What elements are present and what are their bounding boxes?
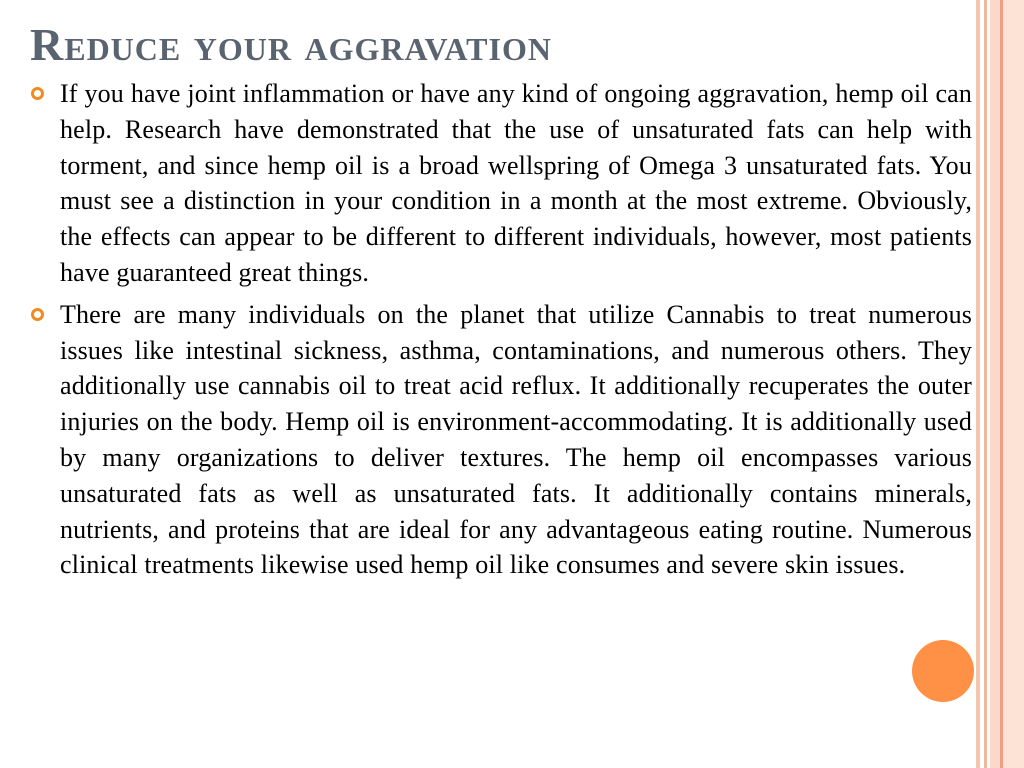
bullet-text: There are many individuals on the planet that utilize Cannabis to treat numerous issues like intestinal sickness, asthma, contaminations, and numerous others. They additionally use cannabis oil to treat acid reflux. It additionally recuperates the outer injuries on the body. Hemp oil is environment-accommodating. It is additionally used by many organizations to deliver textures. The hemp oil encompasses various unsaturated fats as well as unsaturated fats. It additionally contains minerals, nutrients, and proteins that are ideal for any advantageous eating routine. Numerous clinical treatments likewise used hemp oil like consumes and severe skin issues. <box>60 299 972 580</box>
decorative-side-stripes <box>976 0 1024 768</box>
bullet-item <box>28 76 972 291</box>
bullet-list <box>28 76 972 589</box>
bullet-item <box>28 297 972 583</box>
bullet-text: If you have joint inflammation or have any kind of ongoing aggravation, hemp oil can help. Research have demonstrated that the use of unsaturated fats can help with torment, and since hemp oil is a broad wellspring of Omega 3 unsaturated fats. You must see a distinction in your condition in a month at the most extreme. Obviously, the effects can appear to be different to different individuals, however, most patients have guaranteed great things. <box>60 79 972 287</box>
slide-title: Reduce your aggravation <box>30 19 552 70</box>
side-stripe <box>990 0 1000 768</box>
side-stripe <box>1003 0 1024 768</box>
side-stripe <box>976 0 980 768</box>
laser-pointer-dot <box>912 640 974 702</box>
ring-bullet-icon <box>31 87 44 100</box>
ring-bullet-icon <box>31 308 44 321</box>
side-stripe <box>984 0 987 768</box>
